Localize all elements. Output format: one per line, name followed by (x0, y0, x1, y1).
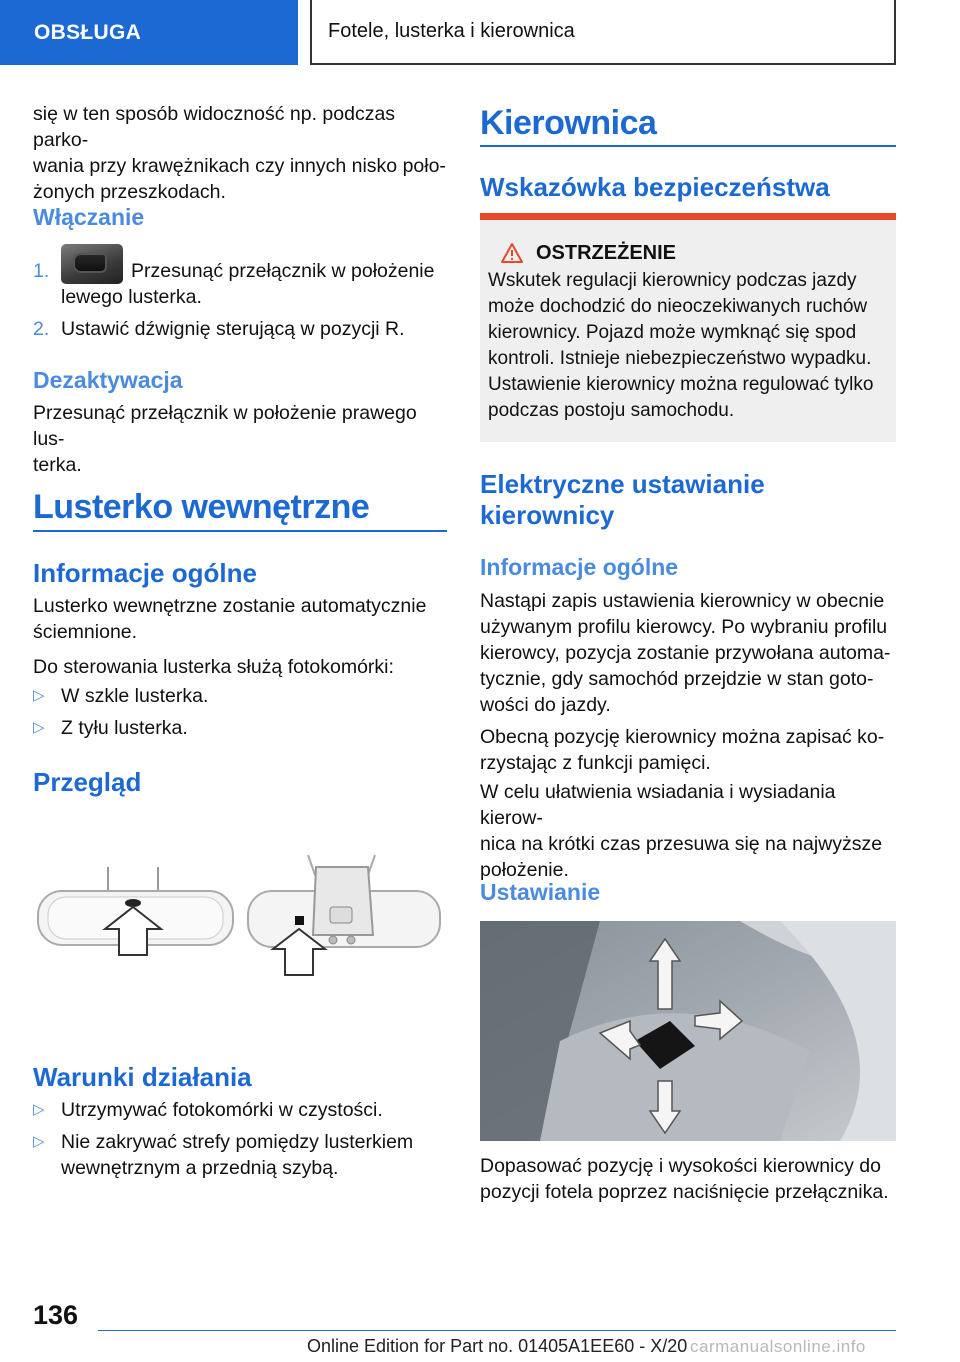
lusterko-heading: Lusterko wewnętrzne (33, 488, 370, 526)
przeglad-heading: Przegląd (33, 767, 142, 797)
dezaktywacja-paragraph (33, 400, 453, 478)
triangle-bullet-icon: ▷ (33, 1133, 45, 1150)
warning-title: OSTRZEŻENIE (536, 241, 677, 264)
intro-paragraph (33, 101, 453, 205)
info-heading-right: Informacje ogólne (480, 554, 679, 580)
page-number: 136 (33, 1300, 79, 1330)
watermark: carmanualsonline.info (690, 1337, 866, 1356)
dezakt-line: Przesunąć przełącznik w położenie prawego lus- (33, 402, 417, 450)
wlaczanie-heading: Włączanie (33, 204, 145, 230)
intro-line: wania przy krawężnikach czy innych nisko poło- (33, 155, 446, 177)
chapter-title: Fotele, lusterka i kierownica (328, 20, 575, 42)
step-1 (33, 258, 453, 310)
step-2 (33, 316, 453, 342)
warning-triangle-icon (500, 242, 524, 264)
bullet-text: Nie zakrywać strefy pomiędzy lusterkiem (61, 1131, 414, 1153)
photo-caption (480, 1153, 900, 1205)
warunki-heading: Warunki działania (33, 1062, 252, 1092)
info-heading-left: Informacje ogólne (33, 558, 257, 588)
step-text: Ustawić dźwignię sterującą w pozycji R. (61, 318, 405, 340)
elektryczne-heading (480, 469, 765, 531)
step-number: 1. (33, 260, 50, 282)
elektryczne-line: Elektryczne ustawianie (480, 469, 765, 499)
wsiadanie-line: położenie. (480, 859, 569, 881)
elektryczne-line: kierownicy (480, 500, 615, 530)
intro-line: żonych przeszkodach. (33, 181, 226, 203)
heading-rule (480, 145, 896, 147)
section-tab (0, 0, 298, 65)
section-title: OBSŁUGA (34, 20, 142, 44)
triangle-bullet-icon: ▷ (33, 719, 45, 736)
pamiec-line: rzystając z funkcji pamięci. (480, 752, 711, 774)
heading-rule (33, 530, 447, 532)
step-text: Przesunąć przełącznik w położenie (131, 260, 435, 282)
triangle-bullet-icon: ▷ (33, 1101, 45, 1118)
step-text: lewego lusterka. (61, 286, 202, 308)
bullet-text: wewnętrznym a przednią szybą. (61, 1157, 339, 1179)
info-line: kierowcy, pozycja zostanie przywołana automa- (480, 642, 891, 664)
caption-line: Dopasować pozycję i wysokości kierownicy do (480, 1155, 881, 1177)
kierownica-heading: Kierownica (480, 104, 657, 142)
wskazowka-heading: Wskazówka bezpieczeństwa (480, 172, 830, 202)
info-line: używanym profilu kierowcy. Po wybraniu profilu (480, 616, 888, 638)
wsiadanie-paragraph (480, 779, 900, 883)
ustawianie-heading: Ustawianie (480, 879, 601, 905)
switch-thumbnail-icon (61, 244, 123, 284)
edition-text: Online Edition for Part no. 01405A1EE60 - X/20 (307, 1336, 688, 1356)
dezaktywacja-heading: Dezaktywacja (33, 367, 183, 393)
warning-line: Ustawienie kierownicy można regulować tylko (488, 374, 874, 395)
chapter-header (310, 0, 896, 65)
bullet-item (33, 1129, 453, 1181)
wsiadanie-line: W celu ułatwienia wsiadania i wysiadania kierow- (480, 781, 836, 829)
info-line: tycznie, gdy samochód przejdzie w stan goto- (480, 668, 874, 690)
mirror-rear-illustration (248, 855, 440, 975)
pamiec-line: Obecną pozycję kierownicy można zapisać ko- (480, 726, 885, 748)
dezakt-line: terka. (33, 454, 82, 476)
info-line: Nastąpi zapis ustawienia kierownicy w obecnie (480, 590, 885, 612)
info-line: wości do jazdy. (480, 694, 611, 716)
wsiadanie-line: nica na krótki czas przesuwa się na najwyższe (480, 833, 883, 855)
steering-adjust-photo (480, 921, 896, 1141)
warning-line: Wskutek regulacji kierownicy podczas jazdy (488, 270, 857, 291)
info-line: Lusterko wewnętrzne zostanie automatycznie (33, 595, 427, 617)
warning-text (488, 268, 888, 424)
footer-rule (98, 1330, 896, 1331)
sterowanie-text: Do sterowania lusterka służą fotokomórki: (33, 656, 394, 678)
bullet-item (33, 715, 453, 741)
bullet-item (33, 1097, 453, 1123)
mirror-illustrations (33, 845, 447, 985)
triangle-bullet-icon: ▷ (33, 687, 45, 704)
caption-line: pozycji fotela poprzez naciśnięcie przełącznika. (480, 1181, 889, 1203)
info-line: ściemnione. (33, 621, 138, 643)
bullet-text: Z tyłu lusterka. (61, 717, 188, 739)
warning-bar (480, 213, 896, 220)
warning-line: kontroli. Istnieje niebezpieczeństwo wypadku. (488, 348, 872, 369)
intro-line: się w ten sposób widoczność np. podczas parko- (33, 103, 396, 151)
warning-box (480, 220, 896, 442)
warning-line: może dochodzić do nieoczekiwanych ruchów (488, 296, 868, 317)
warning-line: podczas postoju samochodu. (488, 400, 735, 421)
info-paragraph-right (480, 588, 900, 718)
warning-line: kierownicy. Pojazd może wymknąć się spod (488, 322, 857, 343)
mirror-front-illustration (38, 867, 233, 955)
bullet-item (33, 683, 453, 709)
pamiec-paragraph (480, 724, 900, 776)
bullet-text: Utrzymywać fotokomórki w czystości. (61, 1099, 383, 1121)
info-paragraph-left (33, 593, 453, 645)
step-number: 2. (33, 318, 50, 340)
bullet-text: W szkle lusterka. (61, 685, 209, 707)
